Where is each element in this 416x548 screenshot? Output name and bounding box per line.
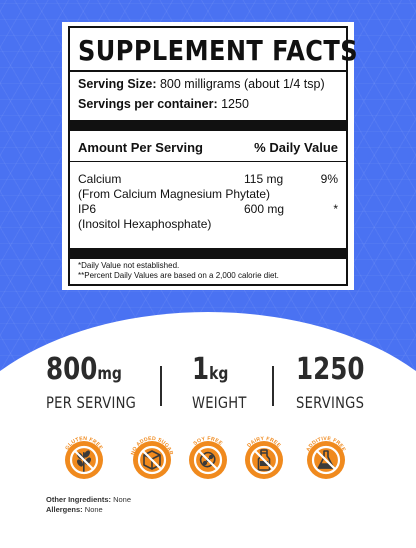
column-header — [78, 134, 338, 161]
stat-servings — [296, 352, 380, 414]
free-from-badges — [0, 430, 416, 494]
stat-label: PER SERVING — [46, 393, 137, 412]
dv-header: % Daily Value — [254, 140, 338, 155]
nutrient-rows — [78, 172, 338, 232]
nutrient-dv: * — [333, 202, 338, 216]
stat-divider — [160, 366, 162, 406]
thick-divider — [70, 248, 346, 259]
amount-header: Amount Per Serving — [78, 140, 203, 155]
stat-per-serving — [46, 352, 156, 414]
nutrient-row — [78, 172, 338, 187]
badge-no-added-sugar — [124, 430, 180, 486]
other-ingredients — [46, 495, 131, 505]
nutrient-name: Calcium — [78, 172, 122, 186]
stat-weight — [192, 352, 259, 414]
stat-number: 1 — [192, 352, 210, 387]
servings-per-container — [78, 94, 338, 114]
badge-label: GLUTEN FREE — [64, 435, 104, 452]
stat-value — [192, 352, 247, 392]
nutrient-name: (From Calcium Magnesium Phytate) — [78, 187, 271, 201]
badge-label: ADDITIVE FREE — [305, 435, 347, 453]
thick-divider — [70, 120, 346, 131]
badge-gluten-free — [56, 430, 112, 486]
allergens-value: None — [82, 505, 103, 514]
supplement-facts-panel — [62, 22, 359, 290]
nutrient-name: (Inositol Hexaphosphate) — [78, 217, 212, 231]
badge-dairy-free — [236, 430, 292, 486]
badge-label: DAIRY FREE — [246, 435, 282, 449]
badge-soy-free — [180, 430, 236, 486]
nutrient-row — [78, 202, 338, 217]
serving-size — [78, 74, 338, 94]
servings-value: 1250 — [217, 97, 249, 111]
stat-divider — [272, 366, 274, 406]
stat-number: 1250 — [296, 352, 365, 387]
nutrient-amount: 600 mg — [244, 202, 285, 216]
nutrient-name: IP6 — [78, 202, 97, 216]
nutrient-amount — [270, 187, 316, 202]
footnote: *Daily Value not established. — [78, 261, 180, 270]
nutrient-row — [78, 217, 338, 232]
divider — [70, 161, 346, 162]
nutrient-row — [78, 187, 338, 202]
stat-unit: kg — [209, 364, 229, 384]
serving-size-value: 800 milligrams (about 1/4 tsp) — [156, 77, 325, 91]
servings-label: Servings per container: — [78, 97, 218, 111]
divider — [70, 70, 346, 72]
footnotes — [78, 261, 338, 281]
badge-additive-free — [298, 430, 354, 486]
badge-label: NO ADDED SUGAR — [130, 435, 174, 456]
nutrient-dv: 9% — [320, 172, 338, 186]
facts-title: SUPPLEMENT FACTS — [78, 34, 359, 67]
badge-label: SOY FREE — [192, 435, 224, 447]
other-ingredients-value: None — [111, 495, 132, 504]
stat-value — [46, 352, 136, 392]
nutrient-amount — [244, 217, 308, 232]
allergens-label: Allergens: — [46, 505, 83, 514]
footnote: **Percent Daily Values are based on a 2,000 calorie diet. — [78, 271, 279, 280]
stats-row — [0, 352, 416, 432]
stat-value — [296, 352, 364, 392]
allergens — [46, 505, 131, 515]
nutrient-amount: 115 mg — [244, 172, 284, 186]
stat-label: WEIGHT — [192, 393, 247, 412]
nutrient-dv — [316, 187, 338, 202]
nutrient-dv — [308, 217, 338, 232]
stat-label: SERVINGS — [296, 393, 365, 412]
stat-number: 800 — [46, 352, 98, 387]
serving-size-label: Serving Size: — [78, 77, 157, 91]
stat-unit: mg — [97, 364, 122, 384]
ingredients-info — [46, 495, 131, 515]
supplement-facts-box — [68, 26, 359, 286]
other-ingredients-label: Other Ingredients: — [46, 495, 112, 504]
